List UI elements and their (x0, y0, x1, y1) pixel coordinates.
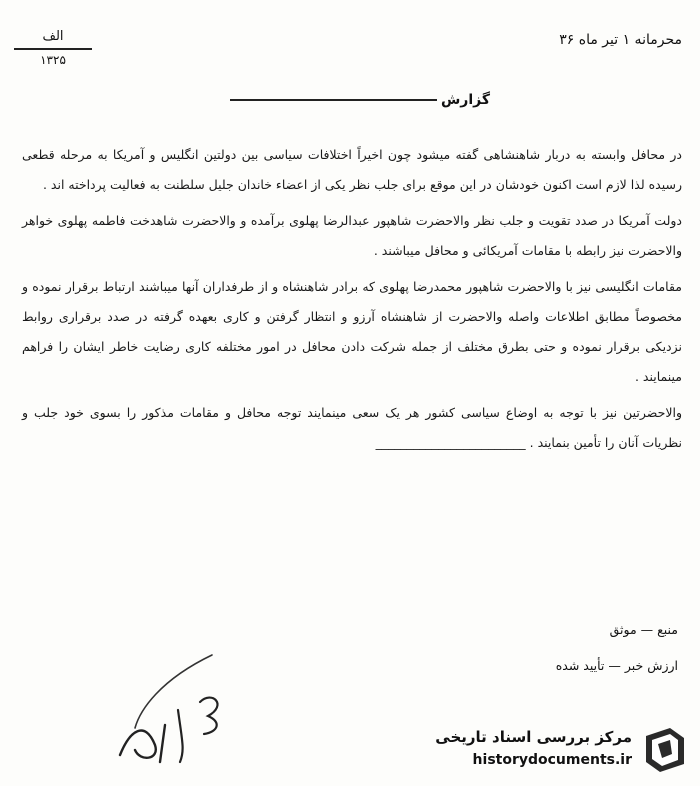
watermark-title: مرکز بررسی اسناد تاریخی (435, 728, 632, 746)
document-heading (230, 92, 490, 108)
report-fill-line: ________________________ (375, 435, 526, 450)
report-body (22, 140, 682, 464)
document-date: محرمانه ۱ تیر ماه ۳۶ (559, 32, 682, 48)
handwritten-signature (100, 650, 250, 770)
heading-text: گزارش (440, 92, 490, 108)
file-ref-divider (14, 48, 92, 50)
evaluation-line: ارزش خبر — تأیید شده (555, 658, 678, 673)
report-paragraph-3: مقامات انگلیسی نیز با والاحضرت شاهپور محمدرضا پهلوی که برادر شاهنشاه و از طرفداران آنها میباشند ارتباط برقرار نموده و مخصوصاً مطابق اطلاعات واصله والاحضرت از شاهنشاه آرزو و انتظار گرفتن و کاری بعهده گرفته در صدد برقراری روابط نزدیکی برقرار نموده و حتی بطرق مختلف از جمله شرکت دادن محافل در امور مختلفه کاری رضایت خاطر ایشان را فراهم مینمایند . (22, 279, 682, 384)
report-paragraph-4-text: والاحضرتین نیز با توجه به اوضاع سیاسی کشور هر یک سعی مینمایند توجه محافل و مقامات مذکور را بسوی خود جلب و نظریات آنان را تأمین بنمایند . (22, 405, 682, 450)
archive-logo-icon (640, 724, 690, 774)
report-paragraph-1: در محافل وابسته به دربار شاهنشاهی گفته میشود چون اخیراً اختلافات سیاسی بین دولتین انگلیس و آمریکا به مرحله قطعی رسیده لذا لازم است اکنون خودشان در این موقع برای جلب نظر یکی از اعضاء خاندان جلیل سلطنت به فعالیت پرداخته اند . (22, 147, 682, 192)
file-ref-label: الف (42, 29, 64, 44)
report-paragraph-4 (22, 398, 682, 458)
watermark-url: historydocuments.ir (472, 752, 632, 768)
file-reference (14, 28, 92, 67)
report-paragraph-2: دولت آمریکا در صدد تقویت و جلب نظر والاحضرت شاهپور عبدالرضا پهلوی برآمده و والاحضرت شاهدخت فاطمه پهلوی خواهر والاحضرت نیز رابطه با مقامات آمریکائی و محافل میباشند . (22, 213, 682, 258)
archive-watermark (420, 722, 690, 778)
source-line: منبع — موثق (609, 622, 678, 637)
file-ref-number: ۱۳۲۵ (40, 53, 66, 67)
heading-underline (230, 99, 437, 101)
